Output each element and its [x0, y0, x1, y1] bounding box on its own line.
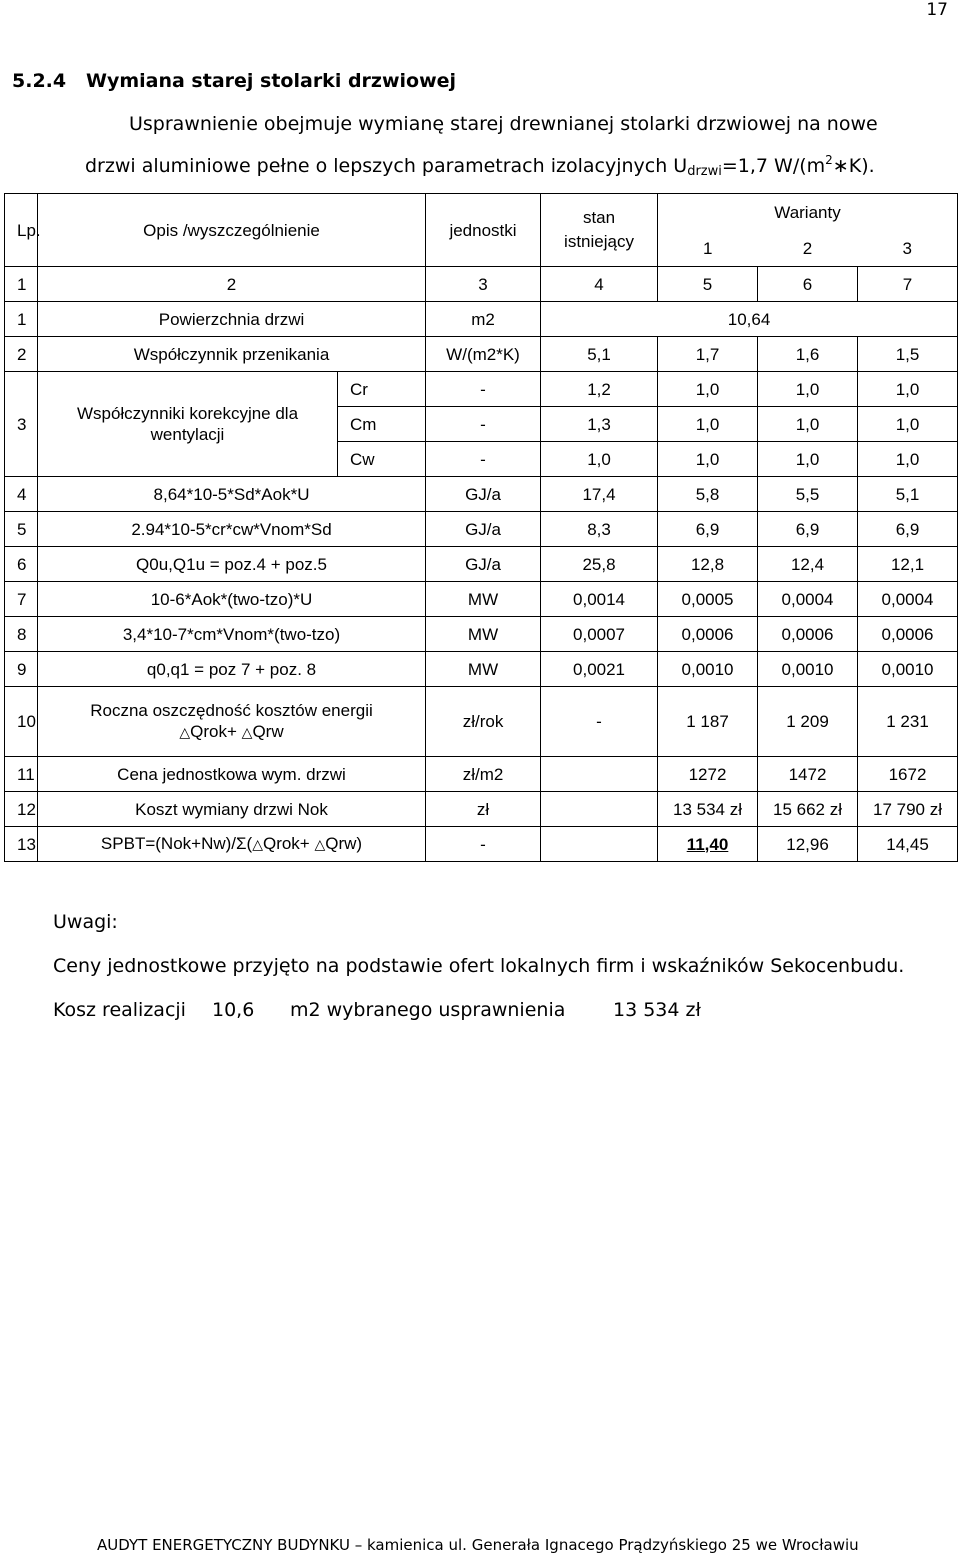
table-row: [5, 337, 958, 372]
row-variant-3: 1,0: [858, 407, 958, 442]
row-jednostki: zł: [426, 792, 541, 827]
header-stan: [541, 194, 658, 267]
row-variant-2: 12,4: [758, 547, 858, 582]
row-variant-3: 0,0004: [858, 582, 958, 617]
row-lp: 10: [5, 687, 38, 757]
header-variant-3: 3: [858, 231, 958, 267]
intro-text: drzwi aluminiowe pełne o lepszych parametrach izolacyjnych U: [85, 155, 688, 177]
row-jednostki: -: [426, 442, 541, 477]
row-jednostki: zł/m2: [426, 757, 541, 792]
row-stan: 1,0: [541, 442, 658, 477]
header-variant-1: 1: [658, 231, 758, 267]
row-stan: [541, 792, 658, 827]
row-variant-2: 6,9: [758, 512, 858, 547]
row-opis: 10-6*Aok*(two-tzo)*U: [38, 582, 426, 617]
row-jednostki: GJ/a: [426, 477, 541, 512]
row-variant-3: 1 231: [858, 687, 958, 757]
row-stan: [541, 757, 658, 792]
row-stan: -: [541, 687, 658, 757]
coef-name: Cr: [338, 372, 426, 407]
delta-icon: △: [241, 724, 253, 740]
row-variant-2: 12,96: [758, 827, 858, 862]
table-row: [5, 652, 958, 687]
table-row: [5, 617, 958, 652]
notes-line: Ceny jednostkowe przyjęto na podstawie ofert lokalnych firm i wskaźników Sekocenbudu.: [53, 955, 905, 977]
header-row: [5, 194, 958, 231]
table-row: [5, 582, 958, 617]
row-variant-1: 13 534 zł: [658, 792, 758, 827]
row-opis: Koszt wymiany drzwi Nok: [38, 792, 426, 827]
row-variant-1: 6,9: [658, 512, 758, 547]
row-variant-2: 1,6: [758, 337, 858, 372]
row-opis: [38, 827, 426, 862]
header-jednostki: jednostki: [426, 194, 541, 267]
row-variant-3: 1,0: [858, 372, 958, 407]
row-jednostki: zł/rok: [426, 687, 541, 757]
row-variant-2: 1,0: [758, 407, 858, 442]
row-variant-2: 0,0006: [758, 617, 858, 652]
row-stan: 17,4: [541, 477, 658, 512]
intro-line-1: Usprawnienie obejmuje wymianę starej drewnianej stolarki drzwiowej na nowe: [129, 113, 878, 135]
row-variant-1: 0,0006: [658, 617, 758, 652]
row-opis: q0,q1 = poz 7 + poz. 8: [38, 652, 426, 687]
cost-value: 13 534 zł: [613, 999, 701, 1021]
row-opis-line: Roczna oszczędność kosztów energii: [90, 701, 373, 720]
formula-term: SPBT=(Nok+Nw)/Σ(: [100, 834, 253, 853]
row-variant-3: 1,5: [858, 337, 958, 372]
row-lp: 7: [5, 582, 38, 617]
coef-name: Cw: [338, 442, 426, 477]
col-number: 6: [758, 267, 858, 302]
header-variant-2: 2: [758, 231, 858, 267]
row-variant-3: 14,45: [858, 827, 958, 862]
col-number: 1: [5, 267, 38, 302]
formula-term: Qrok+: [262, 834, 310, 853]
row-opis: 3,4*10-7*cm*Vnom*(two-tzo): [38, 617, 426, 652]
row-jednostki: GJ/a: [426, 547, 541, 582]
table-row: [5, 757, 958, 792]
formula-term: Qrw: [252, 722, 284, 741]
row-variant-3: 6,9: [858, 512, 958, 547]
row-lp: 1: [5, 302, 38, 337]
row-lp: 12: [5, 792, 38, 827]
row-variant-2: 0,0010: [758, 652, 858, 687]
row-stan: 1,2: [541, 372, 658, 407]
row-stan: 0,0007: [541, 617, 658, 652]
col-number: 3: [426, 267, 541, 302]
row-variant-2: 1,0: [758, 372, 858, 407]
intro-subscript: drzwi: [687, 164, 722, 179]
cost-area: 10,6: [212, 999, 255, 1021]
cost-label: Kosz realizacji: [53, 999, 186, 1021]
row-variant-1: 1272: [658, 757, 758, 792]
row-jednostki: m2: [426, 302, 541, 337]
table-row: [5, 372, 958, 407]
row-variant-3: 0,0010: [858, 652, 958, 687]
row-lp: 9: [5, 652, 38, 687]
delta-icon: △: [314, 836, 326, 852]
door-replacement-table: [4, 193, 958, 862]
row-opis: Powierzchnia drzwi: [38, 302, 426, 337]
header-lp: Lp.: [5, 194, 38, 267]
col-number: 5: [658, 267, 758, 302]
formula-term: Qrw): [325, 834, 363, 853]
row-stan: [541, 827, 658, 862]
row-lp: 13: [5, 827, 38, 862]
row-lp: 4: [5, 477, 38, 512]
intro-text-mid: =1,7 W/(m: [721, 155, 826, 177]
table-row: [5, 512, 958, 547]
row-variant-3: 5,1: [858, 477, 958, 512]
row-stan: 0,0014: [541, 582, 658, 617]
table-row: [5, 687, 958, 757]
row-jednostki: MW: [426, 617, 541, 652]
row-variant-3: 12,1: [858, 547, 958, 582]
column-numbering-row: [5, 267, 958, 302]
row-variant-1: 11,40: [658, 827, 758, 862]
row-variant-3: 17 790 zł: [858, 792, 958, 827]
header-warianty: Warianty: [658, 194, 958, 231]
row-lp: 2: [5, 337, 38, 372]
row-variant-1: 0,0005: [658, 582, 758, 617]
row-jednostki: MW: [426, 652, 541, 687]
row-lp: 11: [5, 757, 38, 792]
row-value: 10,64: [541, 302, 958, 337]
table-row: [5, 792, 958, 827]
header-opis: Opis /wyszczególnienie: [38, 194, 426, 267]
row-opis: Q0u,Q1u = poz.4 + poz.5: [38, 547, 426, 582]
row-opis: Współczynnik przenikania: [38, 337, 426, 372]
page-footer: AUDYT ENERGETYCZNY BUDYNKU – kamienica ul. Generała Ignacego Prądzyńskiego 25 we Wrocławiu: [97, 1536, 859, 1554]
row-jednostki: -: [426, 407, 541, 442]
row-jednostki: GJ/a: [426, 512, 541, 547]
row-lp: 6: [5, 547, 38, 582]
section-title: Wymiana starej stolarki drzwiowej: [86, 70, 457, 92]
row-variant-1: 12,8: [658, 547, 758, 582]
row-variant-1: 1,7: [658, 337, 758, 372]
row-variant-2: 1472: [758, 757, 858, 792]
row-variant-2: 1,0: [758, 442, 858, 477]
table-row: [5, 302, 958, 337]
section-intro: [85, 106, 945, 190]
page-number: 17: [926, 0, 948, 20]
row-opis: 8,64*10-5*Sd*Aok*U: [38, 477, 426, 512]
row-opis-formula: [38, 721, 425, 743]
row-variant-2: 15 662 zł: [758, 792, 858, 827]
row-variant-1: 1,0: [658, 407, 758, 442]
row-stan: 1,3: [541, 407, 658, 442]
section-heading: [12, 70, 456, 92]
section-number: 5.2.4: [12, 70, 67, 92]
row-stan: 25,8: [541, 547, 658, 582]
header-stan-text: stan istniejący: [564, 208, 634, 251]
row-jednostki: W/(m2*K): [426, 337, 541, 372]
delta-icon: △: [252, 836, 263, 852]
row-variant-1: 5,8: [658, 477, 758, 512]
row-stan: 5,1: [541, 337, 658, 372]
row-opis: 2.94*10-5*cr*cw*Vnom*Sd: [38, 512, 426, 547]
col-number: 7: [858, 267, 958, 302]
table-row: [5, 477, 958, 512]
row-lp: 5: [5, 512, 38, 547]
row-variant-1: 1,0: [658, 442, 758, 477]
row-jednostki: -: [426, 827, 541, 862]
row-variant-1: 0,0010: [658, 652, 758, 687]
row-jednostki: -: [426, 372, 541, 407]
notes-title: Uwagi:: [53, 911, 118, 933]
row-variant-2: 1 209: [758, 687, 858, 757]
intro-line-2: [85, 142, 945, 190]
row-opis-text: Współczynniki korekcyjne dla wentylacji: [76, 404, 299, 444]
row-stan: 8,3: [541, 512, 658, 547]
cost-line: [53, 996, 904, 1040]
row-stan: 0,0021: [541, 652, 658, 687]
col-number: 4: [541, 267, 658, 302]
row-jednostki: MW: [426, 582, 541, 617]
intro-superscript: 2: [825, 153, 833, 167]
row-lp: 8: [5, 617, 38, 652]
coef-name: Cm: [338, 407, 426, 442]
table-row: [5, 827, 958, 862]
table-row: [5, 547, 958, 582]
delta-icon: △: [179, 724, 191, 740]
row-variant-3: 1,0: [858, 442, 958, 477]
row-opis: [38, 687, 426, 757]
notes: [53, 908, 904, 1040]
formula-term: Qrok+: [190, 722, 237, 741]
row-variant-1: 1 187: [658, 687, 758, 757]
row-variant-3: 1672: [858, 757, 958, 792]
cost-unit: m2 wybranego usprawnienia: [290, 999, 566, 1021]
row-variant-2: 0,0004: [758, 582, 858, 617]
row-opis: Cena jednostkowa wym. drzwi: [38, 757, 426, 792]
row-variant-3: 0,0006: [858, 617, 958, 652]
intro-text-end: ∗K).: [832, 155, 875, 177]
row-variant-1: 1,0: [658, 372, 758, 407]
row-lp: 3: [5, 372, 38, 477]
row-opis: [38, 372, 338, 477]
row-variant-2: 5,5: [758, 477, 858, 512]
col-number: 2: [38, 267, 426, 302]
